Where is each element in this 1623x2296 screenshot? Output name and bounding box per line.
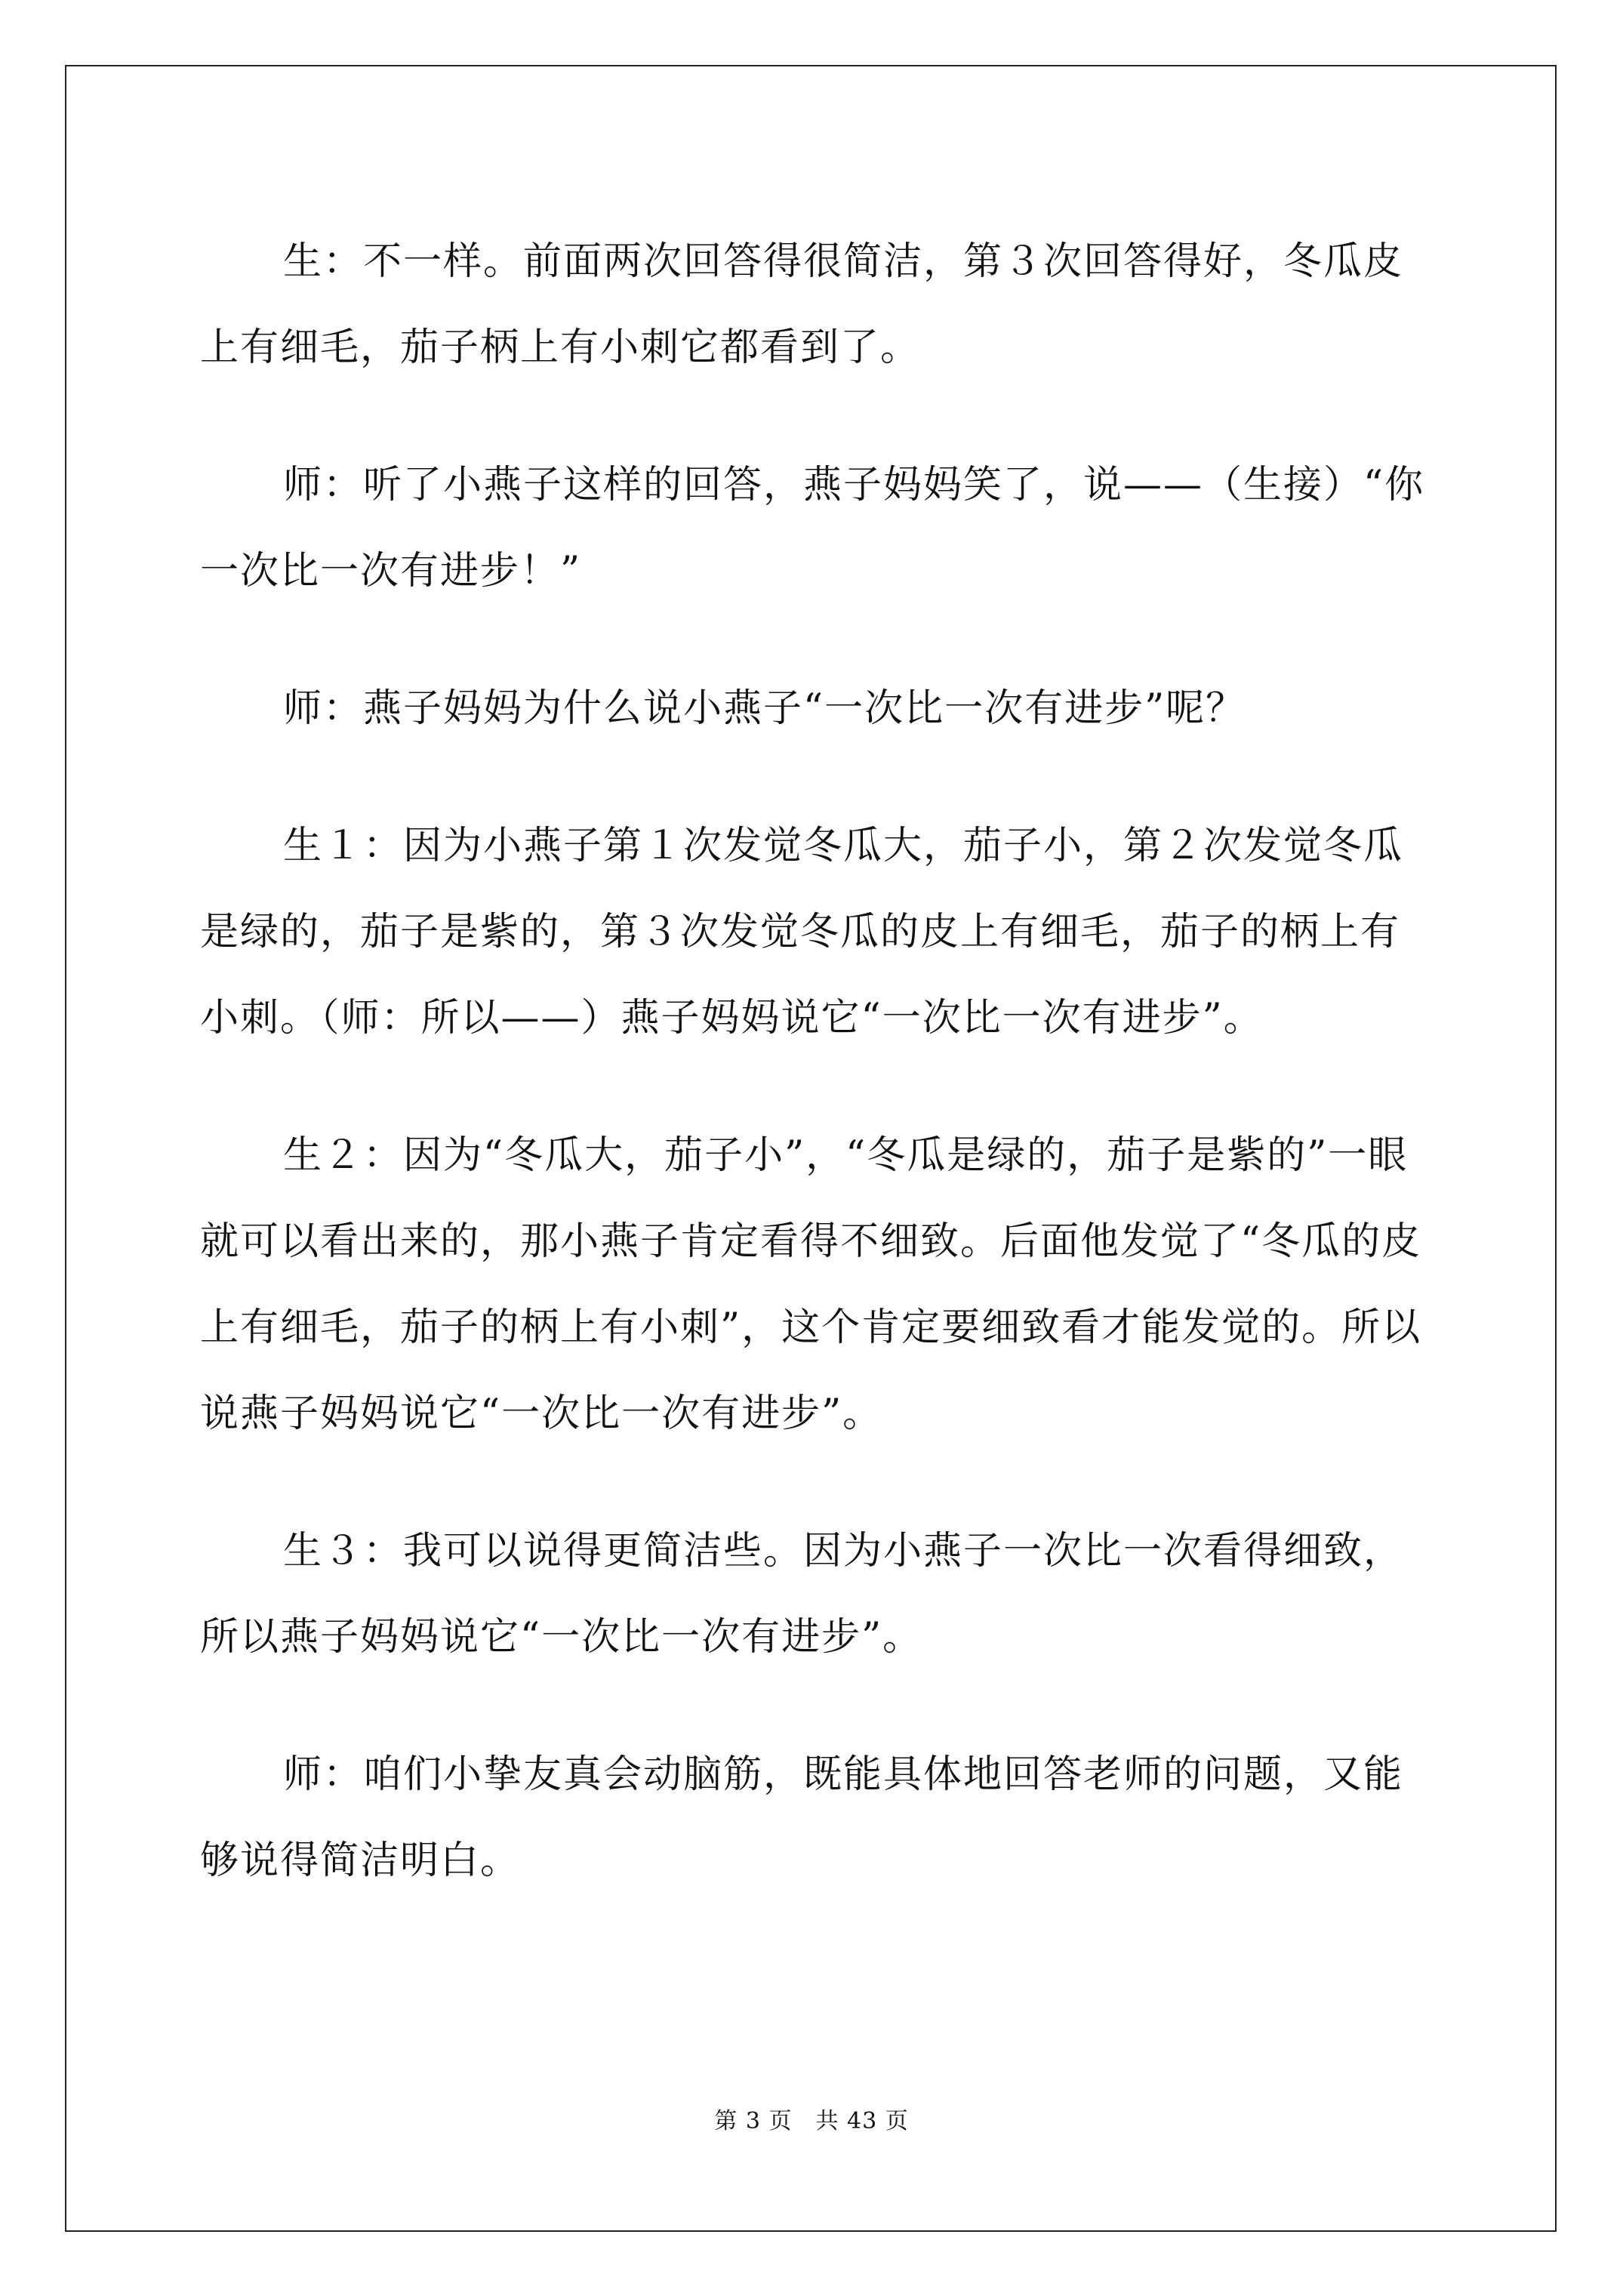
- paragraph-4: 生１：因为小燕子第１次发觉冬瓜大，茄子小，第２次发觉冬瓜是绿的，茄子是紫的，第３次发觉冬瓜的皮上有细毛，茄子的柄上有小刺。（师：所以——）燕子妈妈说它“一次比一次有进步”。: [200, 824, 1404, 1040]
- paragraph-3: 师：燕子妈妈为什么说小燕子“一次比一次有进步”呢？: [283, 686, 1246, 731]
- paragraph-5: 生２：因为“冬瓜大，茄子小”，“冬瓜是绿的，茄子是紫的”一眼就可以看出来的，那小燕子肯定看得不细致。后面他发觉了“冬瓜的皮上有细毛，茄子的柄上有小刺”，这个肯定要细致看才能发觉的。所以说燕子妈妈说它“一次比一次有进步”。: [200, 1133, 1422, 1436]
- paragraph-7: 师：咱们小挚友真会动脑筋，既能具体地回答老师的问题，又能够说得简洁明白。: [200, 1752, 1404, 1883]
- page-number-footer: 第 3 页 共 43 页: [714, 2108, 909, 2134]
- paragraph-1: 生：不一样。前面两次回答得很简洁，第３次回答得好，冬瓜皮上有细毛，茄子柄上有小刺它都看到了。: [200, 239, 1404, 370]
- paragraph-6: 生３：我可以说得更简洁些。因为小燕子一次比一次看得细致，所以燕子妈妈说它“一次比一次有进步”。: [200, 1529, 1404, 1660]
- document-body: [200, 219, 1438, 1955]
- paragraph-2: 师：听了小燕子这样的回答，燕子妈妈笑了，说——（生接）“你一次比一次有进步！”: [200, 463, 1425, 593]
